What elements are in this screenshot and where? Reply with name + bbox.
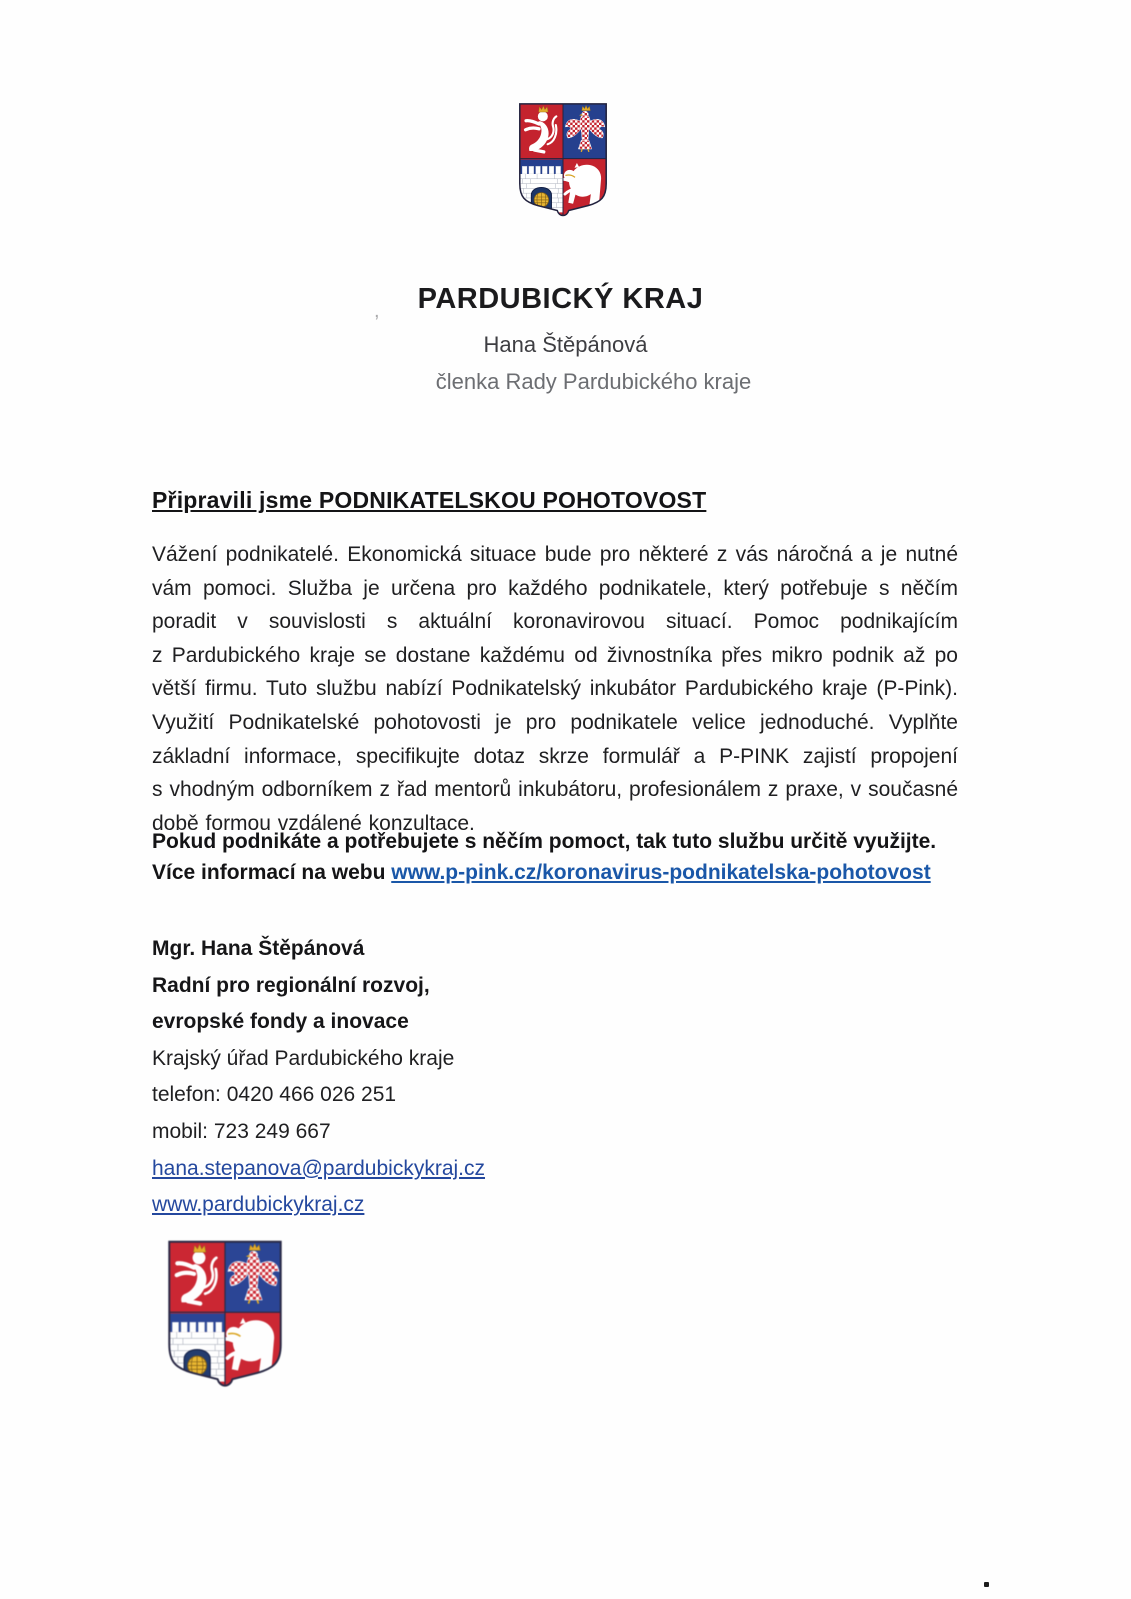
signature-name: Mgr. Hana Štěpánová [152,937,365,960]
scan-artifact-mark: , [374,300,380,322]
cta-block [152,827,1052,888]
cta-line1: Pokud podnikáte a potřebujete s něčím pomoct, tak tuto službu určitě využijte. [152,830,937,853]
cta-line2-prefix: Více informací na webu [152,860,392,884]
p-pink-link[interactable]: www.p-pink.cz/koronavirus-podnikatelska-pohotovost [391,860,931,884]
organization-name: PARDUBICKÝ KRAJ [417,283,704,315]
letter-body-paragraph: Vážení podnikatelé. Ekonomická situace bude pro některé z vás náročná a je nutné vám pomoci. Služba je určena pro každého podnikatele, který potřebuje s něčím poradit v souvislosti s aktuální koronavirovou situací. Pomoc podnikajícím z Pardubického kraje se dostane každému od živnostníka přes mikro podnik až po větší firmu. Tuto službu nabízí Podnikatelský inkubátor Pardubického kraje (P-Pink). Využití Podnikatelské pohotovosti je pro podnikatele velice jednoduché. Vyplňte základní informace, specifikujte dotaz skrze formulář a P-PINK zajistí propojení s vhodným odborníkem z řad mentorů inkubátoru, profesionálem z praxe, v současné době formou vzdálené konzultace. [152,543,958,835]
pardubicky-kraj-coat-of-arms-icon [515,101,611,222]
email-link[interactable]: hana.stepanova@pardubickykraj.cz [152,1156,486,1180]
letter-heading: Připravili jsme PODNIKATELSKOU POHOTOVOST [152,487,707,513]
scan-artifact-dot [984,1582,989,1587]
sender-name: Hana Štěpánová [483,332,648,357]
signature-office: Krajský úřad Pardubického kraje [152,1046,455,1070]
cta-line2 [152,858,1052,889]
signature-mobile: mobil: 723 249 667 [152,1119,331,1143]
signature-role-line2: evropské fondy a inovace [152,1010,409,1034]
website-link[interactable]: www.pardubickykraj.cz [152,1193,365,1217]
signature-block [152,937,485,1230]
sender-role: členka Rady Pardubického kraje [435,369,752,394]
signature-phone: telefon: 0420 466 026 251 [152,1083,397,1107]
signature-role-line1: Radní pro regionální rozvoj, [152,973,430,997]
pardubicky-kraj-coat-of-arms-icon [163,1238,287,1394]
